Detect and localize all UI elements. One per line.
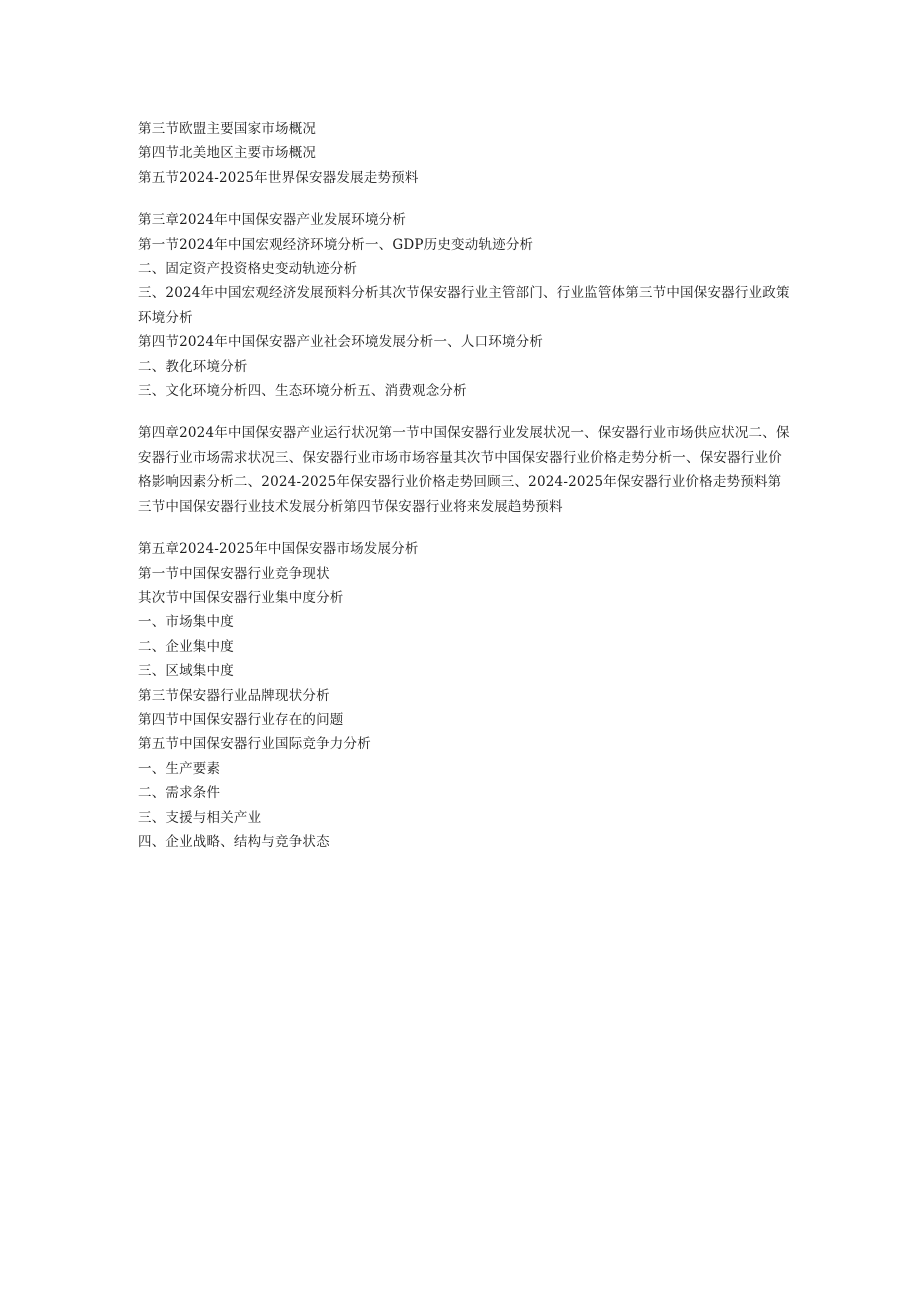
toc-line: 第五节中国保安器行业国际竞争力分析 [138,736,371,753]
toc-line: 二、企业集中度 [138,638,234,655]
chapter-4-block [138,421,790,519]
toc-line: 一、生产要素 [138,760,221,777]
chapter-heading: 第三章2024年中国保安器产业发展环境分析 [138,212,407,229]
toc-line: 其次节中国保安器行业集中度分析 [138,589,344,606]
chapter-heading: 第五章2024-2025年中国保安器市场发展分析 [138,541,419,558]
chapter-5-block [138,537,790,854]
document-page [138,117,790,872]
toc-line: 二、需求条件 [138,785,221,802]
toc-line: 二、固定资产投资格史变动轨迹分析 [138,261,358,278]
toc-line: 第四节北美地区主要市场概况 [138,145,317,162]
toc-line: 第三节保安器行业品牌现状分析 [138,687,330,704]
toc-line: 四、企业战略、结构与竞争状态 [138,833,330,850]
toc-line: 第一节中国保安器行业竞争现状 [138,565,330,582]
toc-line: 三、2024年中国宏观经济发展预料分析其次节保安器行业主管部门、行业监管体第三节中国保安器行业政策环境分析 [138,285,790,326]
chapter-paragraph: 第四章2024年中国保安器产业运行状况第一节中国保安器行业发展状况一、保安器行业市场供应状况二、保安器行业市场需求状况三、保安器行业市场市场容量其次节中国保安器行业价格走势分析一、保安器行业价格影响因素分析二、2024-2025年保安器行业价格走势回顾三、2024-2025年保安器行业价格走势预料第三节中国保安器行业技术发展分析第四节保安器行业将来发展趋势预料 [138,425,790,515]
toc-line: 第五节2024-2025年世界保安器发展走势预料 [138,169,419,186]
toc-line: 一、市场集中度 [138,614,234,631]
toc-line: 第一节2024年中国宏观经济环境分析一、GDP历史变动轨迹分析 [138,236,534,253]
toc-line: 三、区域集中度 [138,663,234,680]
toc-line: 二、教化环境分析 [138,358,248,375]
toc-line: 三、文化环境分析四、生态环境分析五、消费观念分析 [138,383,467,400]
toc-line: 第四节中国保安器行业存在的问题 [138,711,344,728]
section-block-europe-na [138,117,790,190]
chapter-3-block [138,208,790,403]
toc-line: 第三节欧盟主要国家市场概况 [138,121,317,137]
toc-line: 三、支援与相关产业 [138,809,262,826]
toc-line: 第四节2024年中国保安器产业社会环境发展分析一、人口环境分析 [138,334,544,351]
